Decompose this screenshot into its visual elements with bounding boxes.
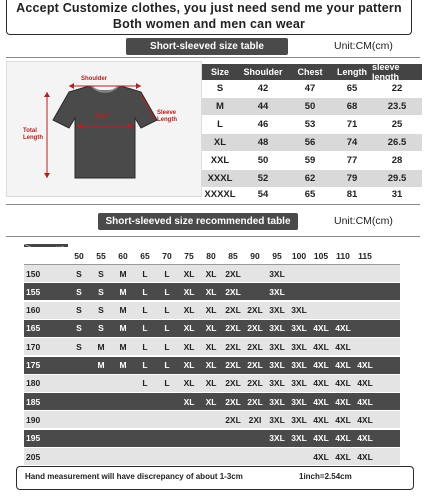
size-cell: 3XL: [269, 268, 285, 279]
shoulder-cell: 52: [257, 173, 269, 184]
size-cell: 2XL: [225, 360, 241, 370]
size-cell: [354, 338, 376, 355]
separator: [6, 57, 420, 58]
table-row: [24, 283, 400, 300]
sleeve-cell: 29.5: [387, 173, 407, 184]
size-cell: [112, 393, 134, 410]
size-cell: [90, 411, 112, 428]
size-table: [202, 62, 422, 200]
table-row: [24, 411, 400, 428]
size-cell: [178, 411, 200, 428]
size-cell: [90, 375, 112, 392]
size-cell: L: [217, 119, 223, 130]
size-cell: [200, 430, 222, 447]
size-cell: S: [76, 341, 82, 352]
size-cell: [68, 375, 90, 392]
size-cell: [90, 393, 112, 410]
size-cell: 2XL: [247, 323, 263, 334]
size-cell: 3XL: [269, 433, 285, 444]
table-row: [202, 170, 422, 187]
size-table-title: Short-sleeved size table: [126, 38, 288, 55]
header-box: [6, 0, 412, 35]
recommended-table-title: Short-sleeved size recommended table: [98, 213, 298, 230]
chest-cell: 65: [304, 188, 316, 200]
size-cell: [354, 265, 376, 282]
size-cell: 2XL: [225, 414, 241, 425]
size-cell: M: [119, 286, 127, 297]
table-row: [202, 80, 422, 97]
size-cell: [156, 393, 178, 410]
height-cell: 180: [26, 378, 41, 389]
size-cell: [310, 265, 332, 282]
size-cell: XL: [183, 323, 195, 334]
size-cell: 2XL: [247, 360, 263, 370]
size-cell: [68, 393, 90, 410]
sleeve-cell: 23.5: [387, 101, 407, 112]
size-cell: 2XL: [225, 396, 241, 407]
size-cell: 2XL: [225, 268, 241, 279]
size-cell: [112, 430, 134, 447]
size-cell: [222, 448, 244, 465]
size-cell: 2XL: [247, 378, 263, 389]
size-cell: 3XL: [291, 360, 307, 370]
size-cell: 4XL: [313, 378, 329, 389]
size-cell: M: [97, 360, 105, 370]
weight-col-header: 115: [358, 250, 372, 261]
height-cell: 165: [26, 323, 41, 334]
bust-label: Bust: [95, 114, 109, 120]
chest-cell: 59: [304, 155, 316, 166]
size-cell: [112, 411, 134, 428]
total-length-label: Total Length: [23, 128, 43, 141]
size-cell: [332, 283, 354, 300]
size-cell: XL: [183, 305, 195, 316]
col-header: sleeve length: [372, 62, 400, 82]
size-cell: 4XL: [313, 341, 329, 352]
size-cell: XL: [183, 286, 195, 297]
shoulder-cell: 46: [257, 119, 269, 130]
height-cell: 175: [26, 360, 41, 370]
size-cell: [134, 448, 156, 465]
size-cell: [354, 283, 376, 300]
table-row: [24, 357, 400, 374]
size-cell: [68, 448, 90, 465]
size-cell: XL: [205, 378, 217, 389]
table-row: [24, 265, 400, 282]
size-cell: [266, 448, 288, 465]
size-cell: S: [98, 268, 104, 279]
size-cell: XXXL: [207, 173, 233, 184]
height-cell: 185: [26, 396, 41, 407]
size-cell: L: [142, 286, 148, 297]
size-cell: 3XL: [291, 433, 307, 444]
footer-box: [16, 466, 414, 490]
size-cell: L: [164, 323, 170, 334]
size-cell: 3XL: [269, 323, 285, 334]
size-cell: S: [98, 286, 104, 297]
footer-conversion: 1inch=2.54cm: [299, 472, 352, 481]
weight-col-header: 95: [272, 250, 282, 261]
size-cell: XL: [205, 286, 217, 297]
chest-cell: 50: [304, 101, 316, 112]
size-cell: 3XL: [291, 414, 307, 425]
size-cell: L: [164, 286, 170, 297]
size-cell: 3XL: [291, 396, 307, 407]
size-cell: [288, 283, 310, 300]
table-row: [24, 375, 400, 392]
size-cell: 2XL: [225, 378, 241, 389]
size-cell: 4XL: [357, 433, 373, 444]
weight-col-header: 55: [96, 250, 106, 261]
size-cell: S: [98, 323, 104, 334]
size-cell: L: [164, 360, 170, 370]
size-cell: 2XL: [225, 286, 241, 297]
tshirt-icon: [53, 86, 157, 178]
size-cell: 4XL: [313, 323, 329, 334]
height-cell: 160: [26, 305, 41, 316]
size-cell: [134, 411, 156, 428]
size-cell: L: [142, 341, 148, 352]
size-cell: 3XL: [269, 341, 285, 352]
sleeve-cell: 28: [391, 155, 403, 166]
size-cell: [68, 430, 90, 447]
size-cell: [288, 448, 310, 465]
table-row: [24, 302, 400, 319]
table-row: [24, 430, 400, 447]
weight-col-header: 70: [162, 250, 172, 261]
size-cell: 3XL: [269, 414, 285, 425]
size-cell: [332, 302, 354, 319]
size-cell: M: [119, 341, 127, 352]
header-line-2: Both women and men can wear: [112, 17, 306, 31]
size-cell: [156, 430, 178, 447]
size-cell: L: [164, 378, 170, 389]
size-cell: 4XL: [357, 396, 373, 407]
size-cell: 3XL: [291, 378, 307, 389]
sleeve-length-label: Sleeve Length: [157, 110, 177, 123]
size-cell: 4XL: [357, 414, 373, 425]
length-cell: 71: [346, 119, 358, 130]
size-table-unit: Unit:CM(cm): [334, 40, 393, 52]
col-header: Chest: [297, 67, 323, 77]
size-cell: 4XL: [335, 451, 351, 462]
size-cell: 4XL: [335, 378, 351, 389]
weight-col-header: 105: [313, 250, 329, 261]
size-cell: [332, 265, 354, 282]
footer-note: Hand measurement will have discrepancy of about 1-3cm: [25, 472, 243, 481]
size-cell: S: [76, 305, 82, 316]
size-cell: 2XL: [247, 396, 263, 407]
separator: [6, 204, 420, 205]
height-cell: 205: [26, 451, 41, 462]
sleeve-cell: 22: [391, 83, 403, 94]
weight-col-header: 100: [291, 250, 307, 261]
size-cell: [200, 448, 222, 465]
weight-col-header: 50: [74, 250, 84, 261]
length-cell: 65: [346, 83, 358, 94]
chest-cell: 47: [304, 83, 316, 94]
table-row: [202, 98, 422, 115]
size-cell: 4XL: [313, 433, 329, 444]
size-cell: 3XL: [269, 378, 285, 389]
size-cell: XL: [205, 323, 217, 334]
table-row: [202, 186, 422, 202]
size-cell: 3XL: [269, 286, 285, 297]
length-cell: 68: [346, 101, 358, 112]
size-cell: XL: [205, 341, 217, 352]
size-cell: [244, 283, 266, 300]
size-cell: M: [119, 268, 127, 279]
size-table-header: [202, 64, 422, 80]
size-cell: S: [76, 323, 82, 334]
size-cell: XXXXL: [204, 188, 236, 200]
size-cell: L: [142, 323, 148, 334]
table-row: [24, 393, 400, 410]
size-cell: L: [164, 305, 170, 316]
size-cell: [90, 430, 112, 447]
size-cell: M: [119, 305, 127, 316]
size-cell: XL: [205, 305, 217, 316]
size-cell: [244, 448, 266, 465]
weight-col-header: 85: [228, 250, 238, 261]
size-cell: 2XI: [248, 414, 262, 425]
size-cell: 4XL: [313, 414, 329, 425]
size-cell: 4XL: [335, 323, 351, 334]
size-cell: 3XL: [291, 323, 307, 334]
size-cell: XL: [183, 341, 195, 352]
size-cell: 4XL: [335, 396, 351, 407]
size-cell: [354, 320, 376, 337]
table-row: [202, 116, 422, 133]
weight-col-header: 60: [118, 250, 128, 261]
size-cell: [178, 430, 200, 447]
chest-cell: 53: [304, 119, 316, 130]
weight-col-header: 90: [250, 250, 260, 261]
size-cell: L: [142, 305, 148, 316]
size-cell: 4XL: [335, 341, 351, 352]
size-cell: 4XL: [357, 360, 373, 370]
size-cell: [112, 448, 134, 465]
size-cell: 3XL: [269, 396, 285, 407]
sleeve-cell: 31: [391, 188, 403, 200]
table-row: [24, 320, 400, 337]
size-cell: XL: [205, 268, 217, 279]
size-cell: S: [76, 268, 82, 279]
table-row: [24, 338, 400, 355]
size-cell: M: [119, 323, 127, 334]
size-cell: XL: [183, 360, 195, 370]
size-cell: [288, 265, 310, 282]
length-cell: 74: [346, 137, 358, 148]
size-cell: XL: [183, 396, 195, 407]
size-cell: 4XL: [357, 378, 373, 389]
size-cell: 4XL: [357, 451, 373, 462]
size-cell: XL: [205, 360, 217, 370]
height-cell: 190: [26, 414, 41, 425]
size-cell: 3XL: [269, 305, 285, 316]
size-cell: 4XL: [313, 396, 329, 407]
size-cell: [112, 375, 134, 392]
size-cell: [244, 430, 266, 447]
size-cell: M: [97, 341, 105, 352]
size-cell: L: [164, 341, 170, 352]
size-cell: 2XL: [225, 305, 241, 316]
length-cell: 77: [346, 155, 358, 166]
size-cell: [156, 448, 178, 465]
size-cell: [156, 411, 178, 428]
weight-header-row: [24, 247, 400, 265]
shoulder-cell: 50: [257, 155, 269, 166]
size-cell: 2XL: [247, 341, 263, 352]
size-cell: 4XL: [335, 433, 351, 444]
size-cell: [90, 448, 112, 465]
size-cell: [244, 265, 266, 282]
col-header: Size: [210, 67, 229, 77]
size-cell: S: [76, 286, 82, 297]
separator: [6, 236, 420, 237]
shoulder-cell: 54: [257, 188, 269, 200]
size-cell: 2XL: [247, 305, 263, 316]
size-cell: [200, 411, 222, 428]
chest-cell: 62: [304, 173, 316, 184]
length-cell: 79: [346, 173, 358, 184]
size-cell: L: [142, 360, 148, 370]
chest-cell: 56: [304, 137, 316, 148]
shoulder-cell: 48: [257, 137, 269, 148]
col-header: Length: [337, 67, 367, 77]
size-cell: 4XL: [335, 414, 351, 425]
size-cell: M: [119, 360, 127, 370]
size-cell: XL: [213, 137, 227, 148]
size-cell: [310, 283, 332, 300]
size-cell: 2XL: [225, 341, 241, 352]
table-row: [202, 134, 422, 151]
weight-col-header: 75: [184, 250, 194, 261]
shoulder-cell: 42: [257, 83, 269, 94]
size-cell: [310, 302, 332, 319]
size-cell: 4XL: [335, 360, 351, 370]
size-cell: 3XL: [269, 360, 285, 370]
size-cell: 4XL: [313, 451, 329, 462]
height-cell: 195: [26, 433, 41, 444]
size-cell: XL: [183, 268, 195, 279]
size-cell: [68, 357, 90, 374]
shoulder-label: Shoulder: [81, 76, 108, 82]
weight-col-header: 80: [206, 250, 216, 261]
size-cell: [222, 430, 244, 447]
size-cell: 3XL: [291, 305, 307, 316]
height-cell: 170: [26, 341, 41, 352]
size-cell: [134, 430, 156, 447]
size-cell: [178, 448, 200, 465]
size-cell: L: [164, 268, 170, 279]
recommended-table-unit: Unit:CM(cm): [334, 215, 393, 227]
height-cell: 150: [26, 268, 41, 279]
weight-col-header: 65: [140, 250, 150, 261]
size-cell: [134, 393, 156, 410]
col-header: Shoulder: [243, 67, 283, 77]
size-cell: [68, 411, 90, 428]
size-cell: 4XL: [313, 360, 329, 370]
size-cell: S: [98, 305, 104, 316]
size-cell: [354, 302, 376, 319]
size-cell: S: [216, 83, 224, 94]
height-cell: 155: [26, 286, 41, 297]
size-cell: M: [216, 101, 224, 112]
size-cell: 3XL: [291, 341, 307, 352]
shoulder-cell: 44: [257, 101, 269, 112]
weight-col-header: 110: [336, 250, 350, 261]
header-line-1: Accept Customize clothes, you just need send me your pattern: [16, 1, 402, 15]
size-cell: L: [142, 268, 148, 279]
table-row: [202, 152, 422, 169]
length-cell: 81: [346, 188, 358, 200]
size-cell: L: [142, 378, 148, 389]
sleeve-cell: 26.5: [387, 137, 407, 148]
size-cell: XL: [205, 396, 217, 407]
size-cell: 2XL: [225, 323, 241, 334]
sleeve-cell: 25: [391, 119, 403, 130]
tshirt-diagram-panel: [6, 61, 202, 197]
size-cell: XL: [183, 378, 195, 389]
size-cell: XXL: [210, 155, 230, 166]
table-row: [24, 448, 400, 465]
